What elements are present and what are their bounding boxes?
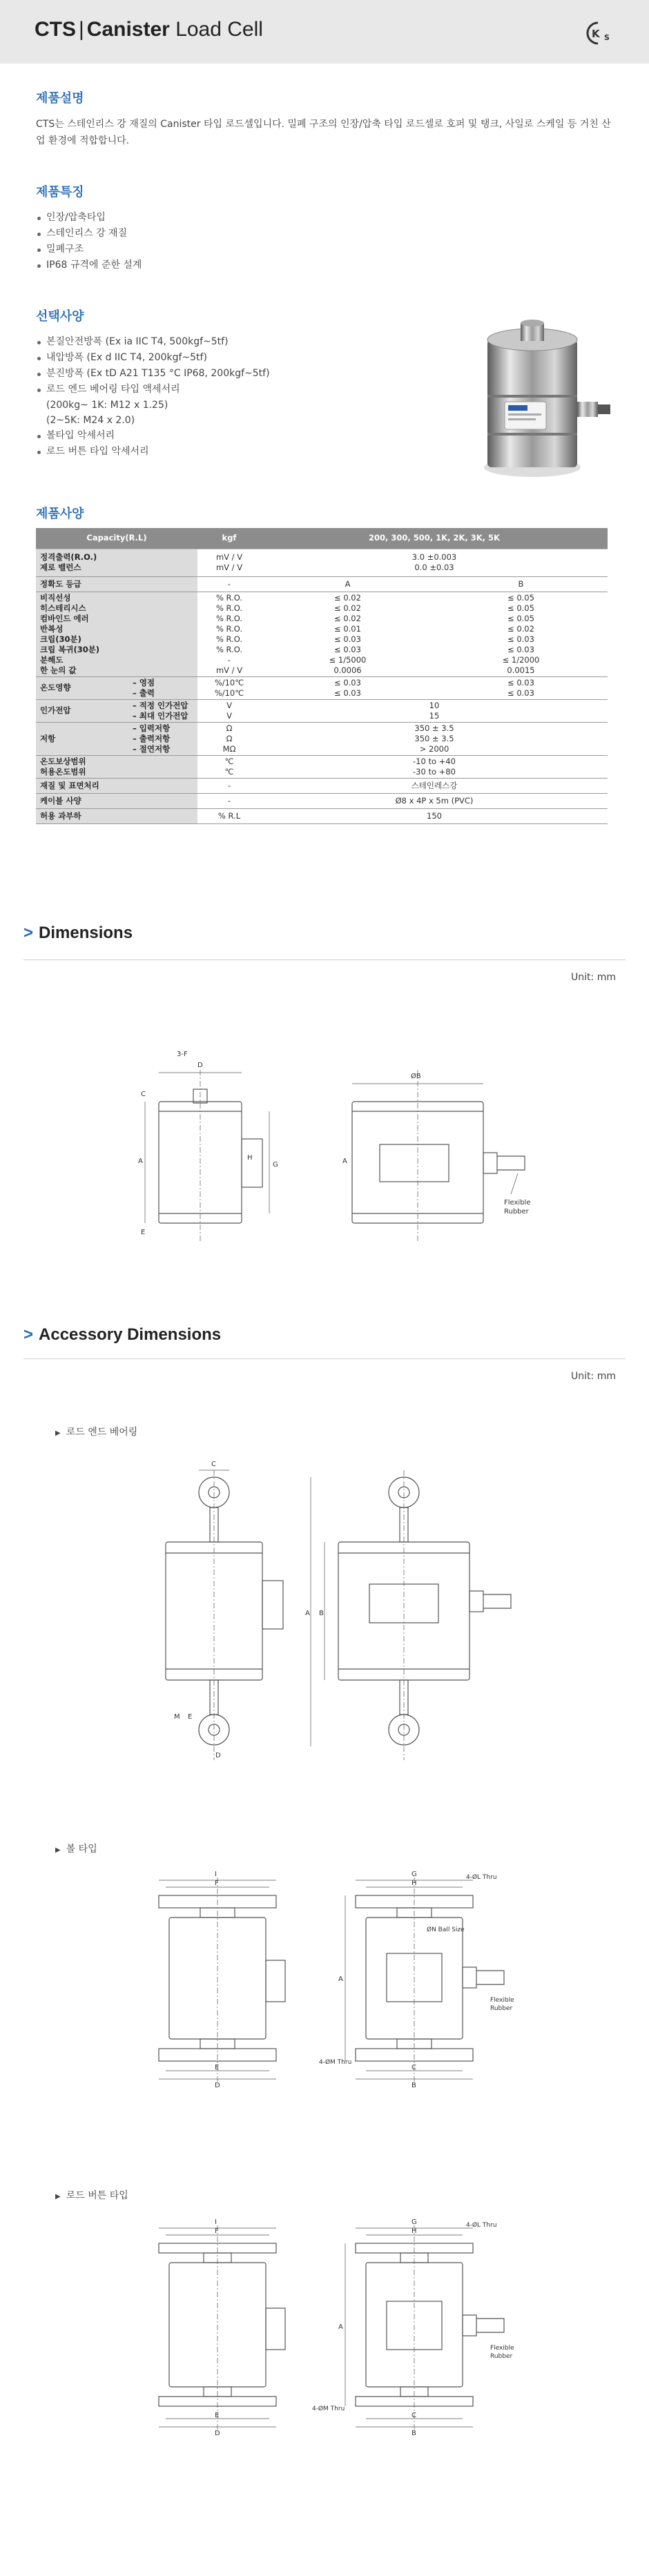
option-item: 볼타입 악세서리 (36, 428, 450, 444)
svg-text:4-ØM Thru: 4-ØM Thru (319, 2059, 352, 2066)
option-subline: (200kg~ 1K: M12 x 1.25) (46, 400, 168, 411)
spec-unit: % R.L (217, 810, 241, 821)
dimensions-unit: Unit: mm (571, 972, 616, 983)
svg-text:4-ØL Thru: 4-ØL Thru (466, 1874, 497, 1881)
spec-row (36, 722, 608, 755)
model-code: CTS (35, 18, 76, 41)
spec-value-a: A (345, 578, 351, 589)
title-separator: | (79, 18, 84, 41)
svg-text:E: E (188, 1713, 193, 1721)
spec-unit: - (227, 578, 231, 589)
heading-marker: > (23, 924, 34, 942)
spec-sublabel: – 입력저항 – 출력저항 – 절연저항 (128, 722, 197, 755)
option-item: 분진방폭 (Ex tD A21 T135 °C IP68, 200kgf~5tf) (36, 366, 450, 382)
svg-text:Flexible: Flexible (504, 1199, 531, 1207)
feature-item: 스테인리스 강 재질 (36, 226, 616, 242)
svg-text:C: C (211, 1461, 216, 1468)
heading-marker: > (23, 1325, 34, 1344)
spec-value-a: ≤ 0.02 ≤ 0.02 ≤ 0.02 ≤ 0.01 ≤ 0.03 ≤ 0.03 ≤ 1/5000 0.0006 (329, 592, 367, 675)
spec-value: -10 to +40 -30 to +80 (413, 756, 456, 777)
description-section (36, 88, 616, 149)
spec-sublabel: – 영점 – 출력 (128, 676, 197, 699)
svg-text:I: I (215, 2218, 217, 2226)
dimensions-drawing (131, 1042, 559, 1249)
caption-text: 로드 버튼 타입 (66, 2190, 128, 2201)
spec-label: 인가전압 (36, 699, 128, 722)
svg-text:4-ØL Thru: 4-ØL Thru (466, 2222, 497, 2229)
svg-text:A: A (342, 1158, 347, 1165)
specs-heading: 제품사양 (36, 507, 84, 521)
option-subline: (2~5K: M24 x 2.0) (46, 415, 135, 426)
spec-row (36, 549, 608, 576)
svg-text:E: E (141, 1229, 146, 1236)
kc-mark-icon (584, 21, 612, 46)
spec-row (36, 576, 608, 592)
svg-text:A: A (138, 1158, 143, 1165)
divider (23, 959, 626, 960)
dimensions-title: Dimensions (39, 924, 133, 942)
svg-text:E: E (215, 2412, 220, 2419)
svg-text:Flexible: Flexible (490, 1997, 514, 2004)
svg-text:I: I (215, 1871, 217, 1878)
svg-text:Rubber: Rubber (490, 2005, 513, 2012)
description-heading: 제품설명 (36, 91, 84, 106)
spec-unit: ℃ ℃ (224, 756, 234, 777)
spec-unit: %/10℃ %/10℃ (214, 677, 244, 698)
svg-text:M: M (174, 1713, 180, 1721)
svg-text:A: A (338, 2323, 343, 2331)
spec-row (36, 793, 608, 808)
spec-unit: V V (226, 700, 232, 721)
spec-value-b: B (518, 578, 524, 589)
spec-value: 3.0 ±0.003 0.0 ±0.03 (411, 552, 457, 572)
spec-row (36, 699, 608, 722)
option-item: 로드 버튼 타입 악세서리 (36, 444, 450, 460)
page-header (0, 0, 649, 64)
ball-type-drawing (138, 1864, 539, 2112)
spec-row (36, 808, 608, 823)
spec-label: 케이블 사양 (36, 793, 197, 808)
feature-item: IP68 규격에 준한 설계 (36, 257, 616, 273)
caption-text: 볼 타입 (66, 1844, 97, 1855)
spec-value: 350 ± 3.5 350 ± 3.5 > 2000 (414, 723, 454, 754)
triangle-icon: ▶ (55, 1430, 61, 1437)
spec-value-a: ≤ 0.03 ≤ 0.03 (334, 677, 361, 698)
divider (23, 1358, 626, 1359)
accessory-heading (23, 1325, 221, 1345)
spec-label: 허용 과부하 (36, 808, 197, 823)
svg-text:K: K (592, 28, 600, 40)
svg-text:G: G (411, 2218, 417, 2226)
option-item: 내압방폭 (Ex d IIC T4, 200kgf~5tf) (36, 350, 450, 366)
spec-header-capacity: Capacity(R.L) (36, 528, 197, 549)
svg-text:B: B (319, 1610, 324, 1617)
svg-text:A: A (338, 1975, 343, 1983)
svg-text:E: E (215, 2064, 220, 2071)
specs-section (36, 504, 616, 531)
spec-value-b: ≤ 0.03 ≤ 0.03 (507, 677, 534, 698)
svg-text:G: G (411, 1871, 417, 1878)
svg-text:H: H (411, 1880, 417, 1887)
accessory-title: Accessory Dimensions (39, 1325, 222, 1344)
product-suffix: Load Cell (175, 18, 263, 41)
dimensions-heading (23, 924, 133, 943)
caption-rod-button (55, 2188, 128, 2202)
spec-row (36, 755, 608, 778)
svg-text:H: H (247, 1154, 253, 1162)
svg-text:S: S (604, 33, 610, 42)
svg-text:B: B (411, 2082, 416, 2089)
option-item: 로드 엔드 베어링 타입 액세서리 (36, 382, 450, 398)
spec-unit: Ω Ω MΩ (222, 723, 236, 754)
spec-value: 10 15 (429, 700, 440, 721)
spec-label: 온도보상범위 허용온도범위 (36, 755, 197, 778)
spec-header-unit: kgf (197, 528, 261, 549)
spec-header-row (36, 528, 608, 549)
spec-header-values: 200, 300, 500, 1K, 2K, 3K, 5K (261, 528, 608, 549)
spec-unit: % R.O. % R.O. % R.O. % R.O. % R.O. % R.O. - mV / V (215, 592, 243, 675)
svg-text:Rubber: Rubber (504, 1208, 529, 1216)
svg-text:D: D (197, 1062, 203, 1069)
options-list (36, 334, 450, 398)
rod-end-drawing (138, 1456, 525, 1774)
svg-text:3-F: 3-F (177, 1051, 188, 1058)
triangle-icon: ▶ (55, 1846, 61, 1854)
svg-text:C: C (411, 2064, 416, 2071)
features-list (36, 210, 616, 273)
spec-value: 150 (427, 810, 442, 821)
spec-label: 정격출력(R.O.) 제로 밸런스 (36, 549, 197, 576)
svg-text:F: F (215, 1880, 219, 1887)
spec-value: 스테인레스강 (411, 780, 458, 790)
svg-text:A: A (305, 1610, 310, 1617)
spec-row (36, 676, 608, 699)
svg-text:ØB: ØB (411, 1073, 421, 1080)
caption-text: 로드 엔드 베어링 (66, 1427, 138, 1438)
spec-unit: mV / V mV / V (215, 552, 243, 572)
feature-item: 밀폐구조 (36, 242, 616, 257)
svg-text:4-ØM Thru: 4-ØM Thru (312, 2406, 345, 2412)
svg-text:H: H (411, 2227, 417, 2235)
product-photo (467, 319, 612, 485)
svg-text:F: F (215, 2227, 219, 2235)
product-name: Canister (86, 18, 170, 41)
spec-value-b: ≤ 0.05 ≤ 0.05 ≤ 0.05 ≤ 0.02 ≤ 0.03 ≤ 0.03 ≤ 1/2000 0.0015 (502, 592, 540, 675)
caption-ball (55, 1842, 97, 1855)
triangle-icon: ▶ (55, 2193, 61, 2201)
spec-label: 온도영향 (36, 676, 128, 699)
options-section (36, 306, 450, 460)
spec-label: 정확도 등급 (36, 576, 197, 592)
svg-text:C: C (411, 2412, 416, 2419)
svg-text:D: D (215, 1752, 221, 1759)
svg-text:G: G (273, 1161, 278, 1169)
spec-table (36, 528, 608, 824)
description-text: CTS는 스테인리스 강 재질의 Canister 타입 로드셀입니다. 밀폐 구조의 인장/압축 타입 로드셀로 호퍼 및 탱크, 사일로 스케일 등 거친 산업 환경에 적합합니다. (36, 119, 611, 146)
spec-sublabel: – 적정 인가전압 – 최대 인가전압 (128, 699, 197, 722)
feature-item: 인장/압축타입 (36, 210, 616, 226)
spec-row (36, 592, 608, 676)
options-heading: 선택사양 (36, 309, 84, 324)
features-section (36, 182, 616, 273)
svg-text:C: C (141, 1091, 146, 1098)
spec-label: 비직선성 히스테리시스 컴바인드 에러 반복성 크립(30분) 크립 복귀(30분) 분해도 한 눈의 값 (36, 592, 197, 676)
product-title (35, 18, 263, 41)
spec-value: Ø8 x 4P x 5m (PVC) (395, 795, 474, 806)
option-item: 본질안전방폭 (Ex ia IIC T4, 500kgf~5tf) (36, 334, 450, 350)
features-heading: 제품특징 (36, 185, 84, 199)
rod-button-drawing (138, 2212, 539, 2460)
svg-text:Flexible: Flexible (490, 2345, 514, 2352)
svg-text:Rubber: Rubber (490, 2353, 513, 2360)
spec-unit: - (227, 795, 231, 806)
spec-label: 재질 및 표면처리 (36, 778, 197, 793)
spec-label: 저항 (36, 722, 128, 755)
svg-text:D: D (215, 2082, 220, 2089)
svg-text:D: D (215, 2430, 220, 2437)
caption-rod-end (55, 1425, 137, 1438)
svg-text:B: B (411, 2430, 416, 2437)
accessory-unit: Unit: mm (571, 1371, 616, 1382)
svg-text:ØN Ball Size: ØN Ball Size (427, 1926, 465, 1933)
spec-row (36, 778, 608, 793)
spec-unit: - (227, 780, 231, 790)
